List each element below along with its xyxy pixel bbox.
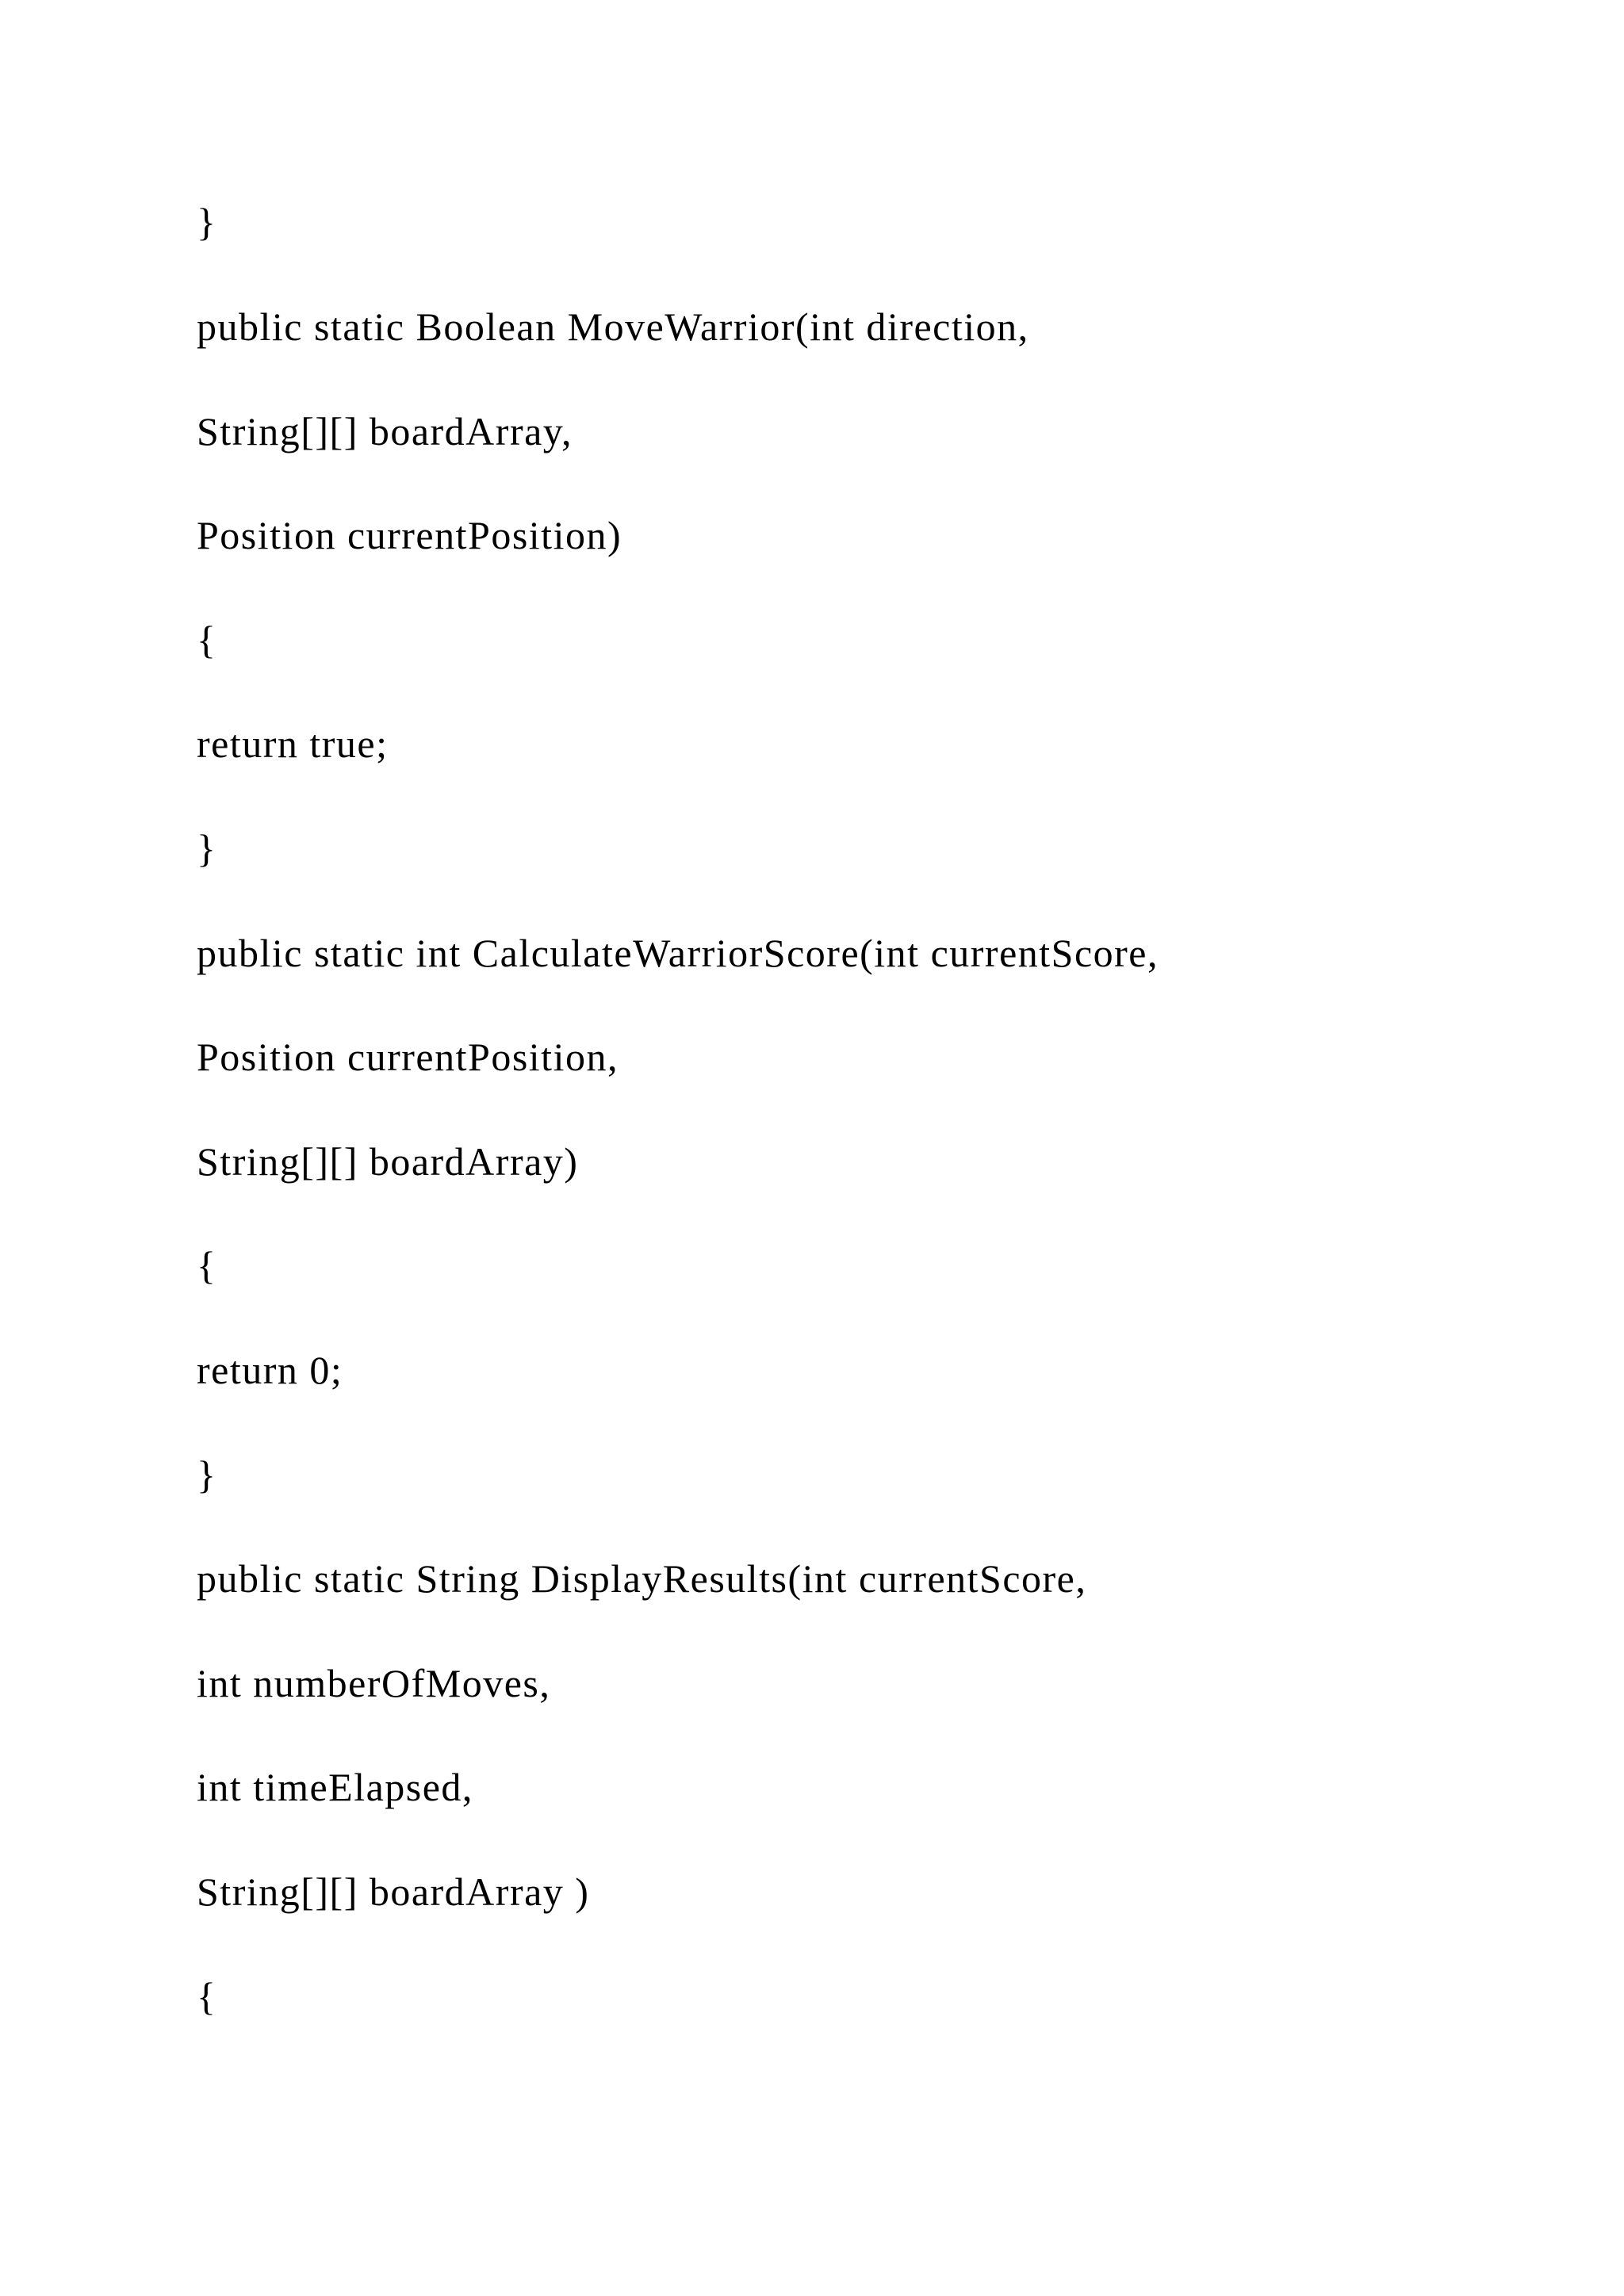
code-line-2: public static Boolean MoveWarrior(int direction, <box>197 304 1029 349</box>
code-line-9: Position currentPosition, <box>197 1035 619 1079</box>
code-line-14: public static String DisplayResults(int currentScore, <box>197 1556 1087 1601</box>
code-line-11: { <box>197 1243 217 1288</box>
code-line-10: String[][] boardArray) <box>197 1139 579 1184</box>
code-line-17: String[][] boardArray ) <box>197 1869 590 1914</box>
code-line-8: public static int CalculateWarriorScore(int currentScore, <box>197 931 1159 975</box>
code-line-5: { <box>197 618 217 662</box>
code-line-13: } <box>197 1452 217 1497</box>
code-line-1: } <box>197 200 217 244</box>
code-line-18: { <box>197 1974 217 2019</box>
code-line-16: int timeElapsed, <box>197 1765 473 1809</box>
code-line-15: int numberOfMoves, <box>197 1661 551 1705</box>
code-line-7: } <box>197 826 217 871</box>
code-line-3: String[][] boardArray, <box>197 409 573 453</box>
code-line-12: return 0; <box>197 1348 343 1392</box>
code-line-6: return true; <box>197 721 389 766</box>
code-line-4: Position currentPosition) <box>197 513 622 557</box>
